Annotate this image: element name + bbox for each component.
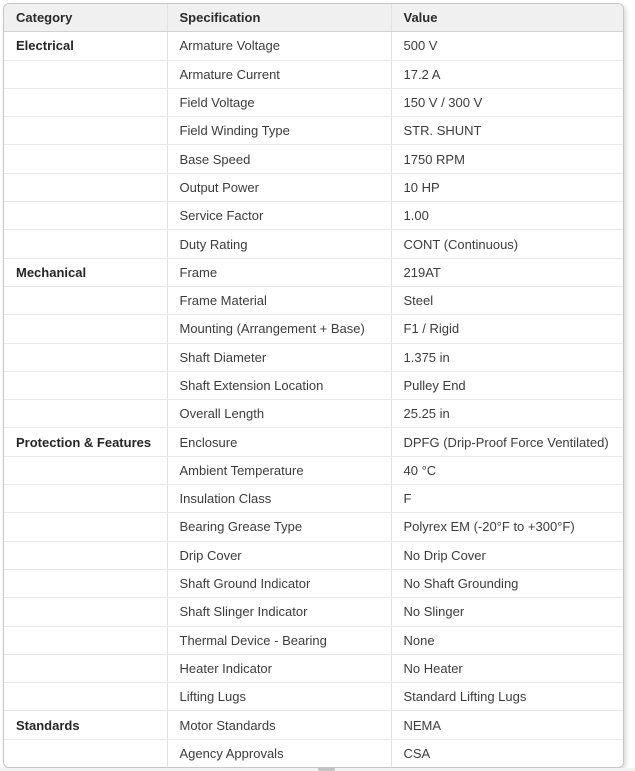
category-cell [4,513,167,541]
value-cell: 17.2 A [391,60,623,88]
category-cell [4,145,167,173]
table-row [4,428,623,456]
table-row [4,315,623,343]
value-cell: Polyrex EM (-20°F to +300°F) [391,513,623,541]
table-row [4,400,623,428]
table-row [4,739,623,767]
spec-cell: Duty Rating [167,230,391,258]
value-cell: None [391,626,623,654]
table-row [4,598,623,626]
value-cell: Standard Lifting Lugs [391,683,623,711]
spec-cell: Overall Length [167,400,391,428]
table-row [4,683,623,711]
category-cell [4,117,167,145]
spec-cell: Shaft Slinger Indicator [167,598,391,626]
spec-cell: Drip Cover [167,541,391,569]
table-row [4,202,623,230]
spec-cell: Motor Standards [167,711,391,739]
table-row [4,654,623,682]
spec-cell: Heater Indicator [167,654,391,682]
value-cell: 1750 RPM [391,145,623,173]
spec-cell: Agency Approvals [167,739,391,767]
category-cell [4,683,167,711]
spec-cell: Service Factor [167,202,391,230]
value-cell: 10 HP [391,173,623,201]
table-row [4,60,623,88]
category-cell [4,541,167,569]
category-cell [4,569,167,597]
category-cell: Mechanical [4,258,167,286]
category-cell [4,60,167,88]
category-cell [4,202,167,230]
table-row [4,117,623,145]
spec-cell: Field Winding Type [167,117,391,145]
category-cell [4,173,167,201]
table-row [4,541,623,569]
value-cell: F1 / Rigid [391,315,623,343]
value-cell: 25.25 in [391,400,623,428]
table-row [4,513,623,541]
table-row [4,32,623,60]
spec-cell: Shaft Extension Location [167,371,391,399]
category-cell [4,315,167,343]
table-row [4,485,623,513]
value-cell: Pulley End [391,371,623,399]
category-cell: Standards [4,711,167,739]
value-cell: Steel [391,286,623,314]
column-header-specification: Specification [167,4,391,32]
category-cell: Electrical [4,32,167,60]
table-row [4,569,623,597]
value-cell: STR. SHUNT [391,117,623,145]
spec-cell: Frame [167,258,391,286]
category-cell [4,400,167,428]
category-cell [4,485,167,513]
horizontal-scrollbar-thumb[interactable] [318,767,335,771]
table-row [4,343,623,371]
value-cell: CONT (Continuous) [391,230,623,258]
value-cell: DPFG (Drip-Proof Force Ventilated) [391,428,623,456]
category-cell [4,456,167,484]
value-cell: 500 V [391,32,623,60]
table-row [4,173,623,201]
table-row [4,258,623,286]
value-cell: No Drip Cover [391,541,623,569]
spec-cell: Base Speed [167,145,391,173]
column-header-category: Category [4,4,167,32]
table-row [4,456,623,484]
category-cell [4,286,167,314]
category-cell [4,371,167,399]
table-row [4,371,623,399]
header-row [4,4,623,32]
spec-cell: Shaft Ground Indicator [167,569,391,597]
column-header-value: Value [391,4,623,32]
category-cell: Protection & Features [4,428,167,456]
value-cell: F [391,485,623,513]
specification-table [4,4,623,767]
spec-cell: Bearing Grease Type [167,513,391,541]
category-cell [4,739,167,767]
category-cell [4,626,167,654]
value-cell: NEMA [391,711,623,739]
value-cell: No Slinger [391,598,623,626]
table-body [4,32,623,767]
value-cell: 219AT [391,258,623,286]
table-header [4,4,623,32]
spec-cell: Shaft Diameter [167,343,391,371]
value-cell: 40 °C [391,456,623,484]
table-row [4,626,623,654]
table-row [4,286,623,314]
spec-cell: Lifting Lugs [167,683,391,711]
spec-cell: Frame Material [167,286,391,314]
spec-cell: Enclosure [167,428,391,456]
value-cell: 150 V / 300 V [391,88,623,116]
spec-cell: Output Power [167,173,391,201]
spec-cell: Thermal Device - Bearing [167,626,391,654]
specification-table-card [3,3,624,768]
category-cell [4,343,167,371]
table-row [4,88,623,116]
table-row [4,145,623,173]
category-cell [4,230,167,258]
spec-cell: Field Voltage [167,88,391,116]
spec-cell: Insulation Class [167,485,391,513]
table-row [4,230,623,258]
category-cell [4,654,167,682]
spec-cell: Armature Current [167,60,391,88]
value-cell: 1.00 [391,202,623,230]
value-cell: No Heater [391,654,623,682]
spec-cell: Ambient Temperature [167,456,391,484]
spec-cell: Armature Voltage [167,32,391,60]
value-cell: 1.375 in [391,343,623,371]
value-cell: CSA [391,739,623,767]
spec-cell: Mounting (Arrangement + Base) [167,315,391,343]
category-cell [4,88,167,116]
value-cell: No Shaft Grounding [391,569,623,597]
table-row [4,711,623,739]
category-cell [4,598,167,626]
